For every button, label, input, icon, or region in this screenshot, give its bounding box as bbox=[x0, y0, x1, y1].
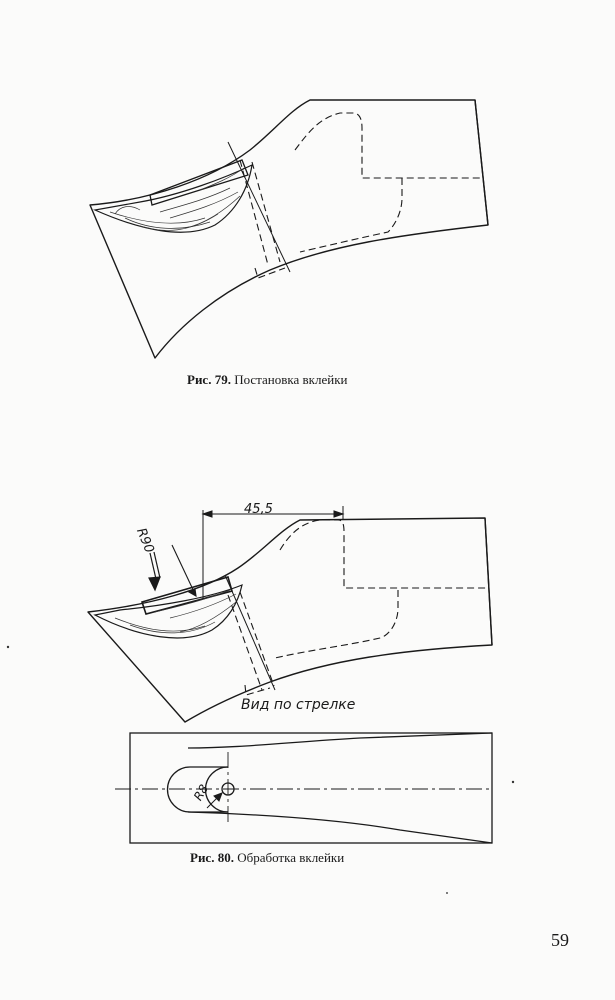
small-radius-label: R8 bbox=[191, 782, 212, 803]
figure-80-caption bbox=[190, 850, 344, 866]
fig80-inset-piece bbox=[95, 585, 242, 638]
figure-79-caption-label: Рис. 79. bbox=[187, 372, 231, 387]
view-label: Вид по стрелке bbox=[241, 697, 356, 713]
figure-79-caption bbox=[187, 372, 347, 388]
radius-label: R90 bbox=[133, 526, 157, 556]
figure-80-caption-text: Обработка вклейки bbox=[237, 850, 345, 865]
fig79-hidden-cut bbox=[295, 113, 480, 178]
dimension-label: 45,5 bbox=[244, 502, 273, 517]
page-number: 59 bbox=[551, 930, 569, 950]
view-arrow bbox=[149, 552, 160, 590]
figure-80-caption-label: Рис. 80. bbox=[190, 850, 234, 865]
view-along-arrow-drawing bbox=[130, 733, 492, 843]
figure-79-caption-text: Постановка вклейки bbox=[234, 372, 348, 387]
